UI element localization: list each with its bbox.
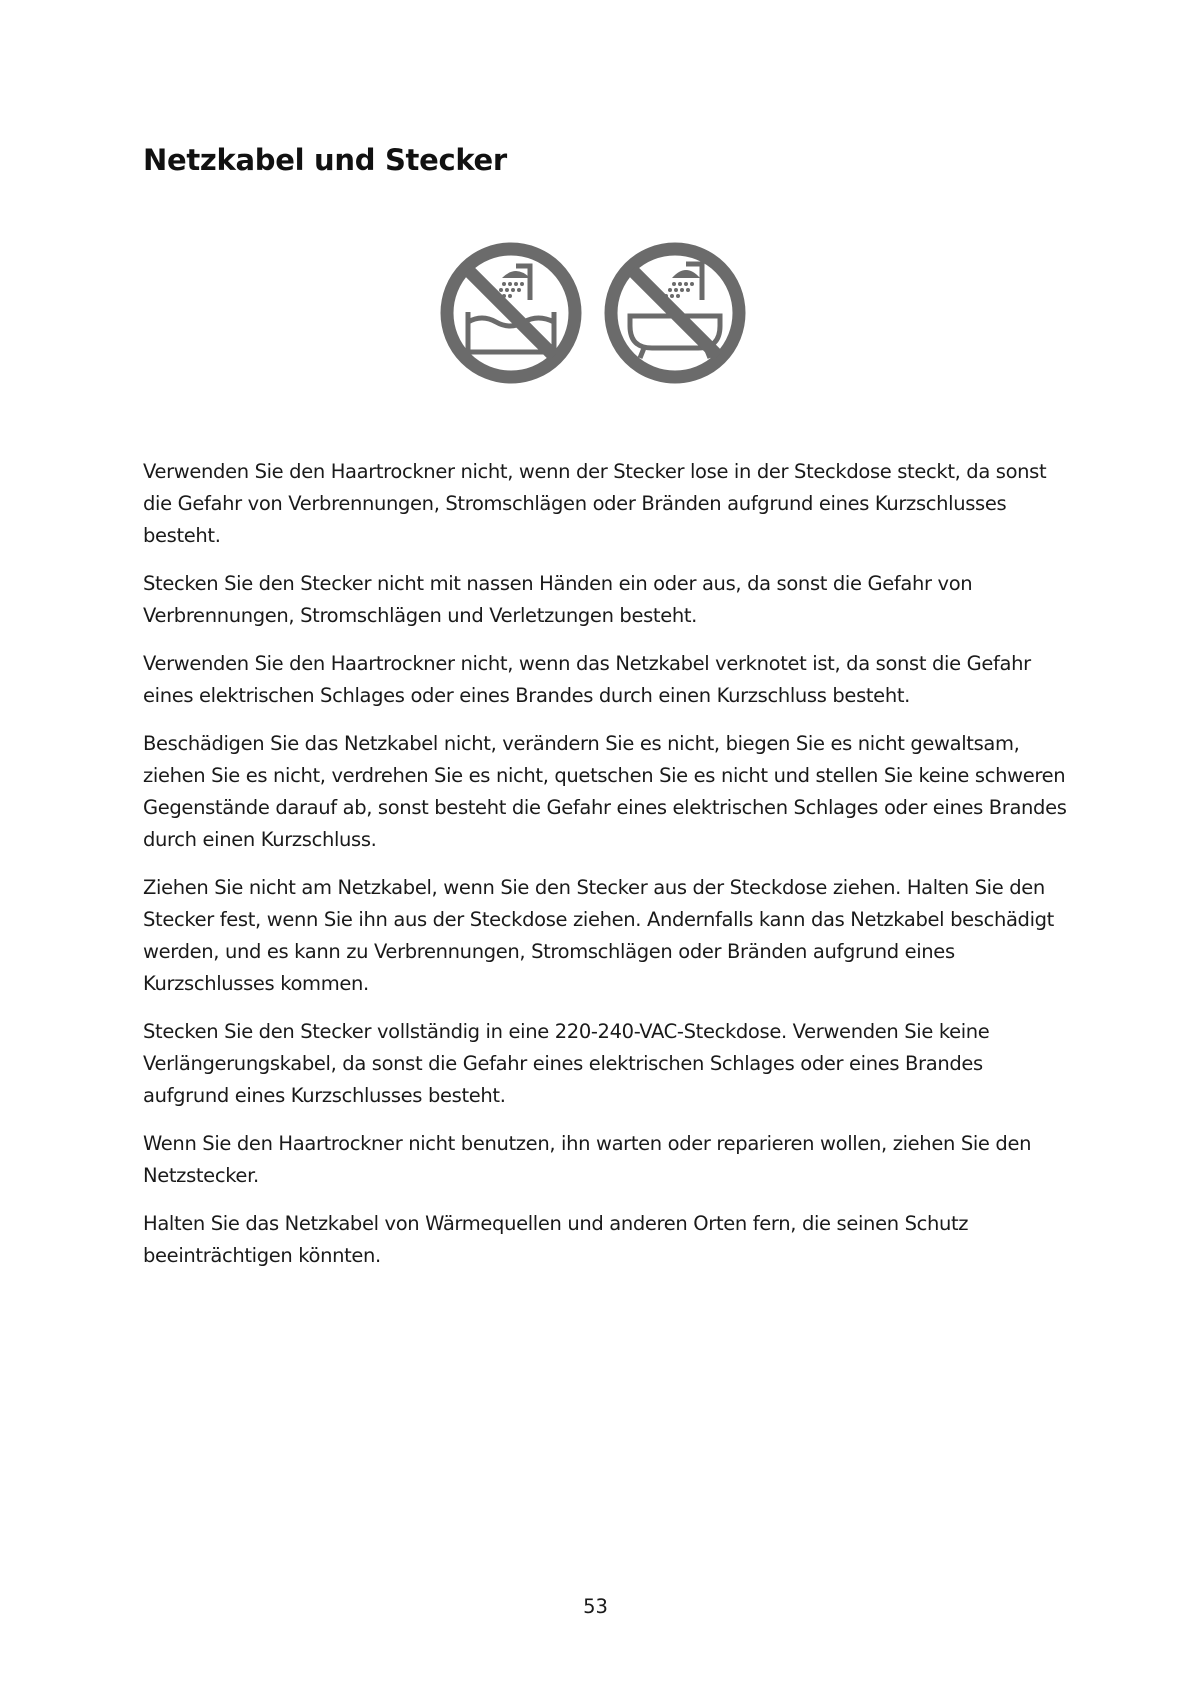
paragraph: Beschädigen Sie das Netzkabel nicht, verändern Sie es nicht, biegen Sie es nicht gewaltsam, ziehen Sie es nicht, verdrehen Sie es nicht, quetschen Sie es nicht und stellen Sie keine schweren Gegenstände darauf ab, sonst besteht die Gefahr eines elektrischen Schlages oder eines Brandes durch einen Kurzschluss.	[143, 732, 1067, 851]
warning-icons	[438, 240, 750, 386]
paragraph: Stecken Sie den Stecker vollständig in eine 220-240-VAC-Steckdose. Verwenden Sie keine Verlängerungskabel, da sonst die Gefahr eines elektrischen Schlages oder eines Brandes aufgrund eines Kurzschlusses besteht.	[143, 1020, 990, 1107]
body-text	[143, 456, 1073, 1288]
paragraph: Verwenden Sie den Haartrockner nicht, wenn das Netzkabel verknotet ist, da sonst die Gefahr eines elektrischen Schlages oder eines Brandes durch einen Kurzschluss besteht.	[143, 652, 1031, 707]
page-title: Netzkabel und Stecker	[143, 143, 507, 177]
paragraph: Stecken Sie den Stecker nicht mit nassen Händen ein oder aus, da sonst die Gefahr von Verbrennungen, Stromschlägen und Verletzungen besteht.	[143, 572, 973, 627]
no-bathtub-water-icon	[438, 240, 584, 386]
page-number: 53	[583, 1595, 608, 1618]
paragraph: Halten Sie das Netzkabel von Wärmequellen und anderen Orten fern, die seinen Schutz beeinträchtigen könnten.	[143, 1212, 969, 1267]
no-bathtub-shower-icon	[602, 240, 748, 386]
paragraph: Wenn Sie den Haartrockner nicht benutzen, ihn warten oder reparieren wollen, ziehen Sie den Netzstecker.	[143, 1132, 1032, 1187]
paragraph: Verwenden Sie den Haartrockner nicht, wenn der Stecker lose in der Steckdose steckt, da sonst die Gefahr von Verbrennungen, Stromschlägen oder Bränden aufgrund eines Kurzschlusses besteht.	[143, 460, 1047, 547]
paragraph: Ziehen Sie nicht am Netzkabel, wenn Sie den Stecker aus der Steckdose ziehen. Halten Sie den Stecker fest, wenn Sie ihn aus der Steckdose ziehen. Andernfalls kann das Netzkabel beschädigt werden, und es kann zu Verbrennungen, Stromschlägen oder Bränden aufgrund eines Kurzschlusses kommen.	[143, 876, 1054, 995]
